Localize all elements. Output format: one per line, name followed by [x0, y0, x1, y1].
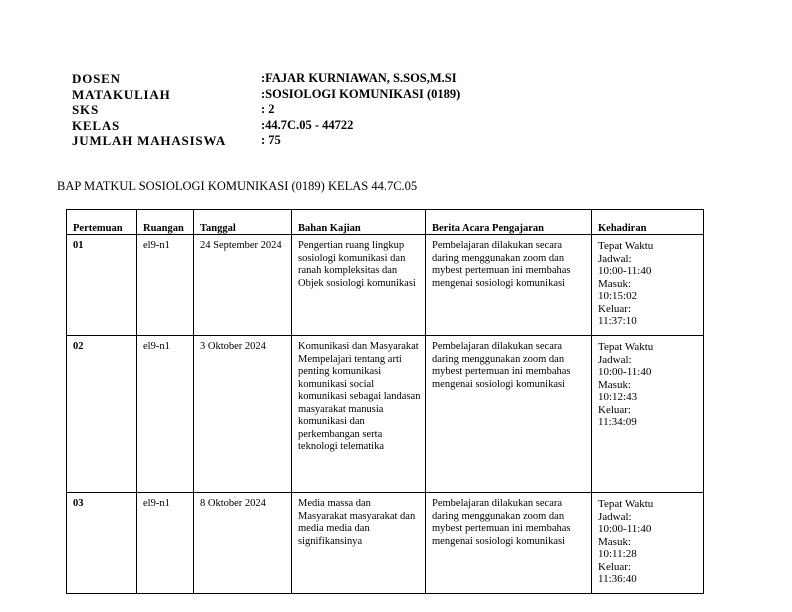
cell-berita-acara: Pembelajaran dilakukan secara daring menggunakan zoom dan mybest pertemuan ini membahas mengenai sosiologi komunikasi: [426, 336, 592, 493]
attendance-out-label: Keluar:: [598, 403, 631, 416]
table-header-row: [67, 210, 704, 235]
table-row: [67, 493, 704, 594]
header-label-matakuliah: MATAKULIAH: [72, 86, 171, 102]
column-header-berita-acara: Berita Acara Pengajaran: [426, 210, 592, 235]
cell-berita-acara: Pembelajaran dilakukan secara daring menggunakan zoom dan mybest pertemuan ini membahas mengenai sosiologi komunikasi: [426, 493, 592, 594]
cell-kehadiran: [592, 336, 704, 493]
attendance-in-time: 10:15:02: [598, 290, 638, 302]
cell-kehadiran: [592, 235, 704, 336]
cell-kehadiran: [592, 493, 704, 594]
bap-table: [66, 209, 704, 594]
attendance-out-time: 11:34:09: [598, 416, 637, 428]
column-header-bahan-kajian: Bahan Kajian: [292, 210, 426, 235]
cell-ruangan: el9-n1: [137, 493, 194, 594]
attendance-status: Tepat Waktu: [598, 341, 654, 353]
header-value-kelas: :44.7C.05 - 44722: [261, 117, 354, 132]
attendance-in-label: Masuk:: [598, 277, 631, 290]
cell-ruangan: el9-n1: [137, 235, 194, 336]
header-label-jumlah-mahasiswa: JUMLAH MAHASISWA: [72, 133, 227, 148]
attendance-in-time: 10:12:43: [598, 391, 638, 403]
attendance-schedule-time: 10:00-11:40: [598, 366, 652, 378]
cell-ruangan: el9-n1: [137, 336, 194, 493]
attendance-schedule-label: Jadwal:: [598, 510, 632, 523]
attendance-out-label: Keluar:: [598, 302, 631, 315]
cell-pertemuan: 01: [67, 235, 137, 336]
attendance-schedule-time: 10:00-11:40: [598, 523, 652, 535]
header-value-jumlah-mahasiswa: : 75: [261, 133, 281, 147]
attendance-schedule-label: Jadwal:: [598, 353, 632, 366]
cell-bahan-kajian: Media massa dan Masyarakat masyarakat dan media media dan signifikansinya: [292, 493, 426, 594]
attendance-in-label: Masuk:: [598, 535, 631, 548]
attendance-out-label: Keluar:: [598, 560, 631, 573]
attendance-schedule-time: 10:00-11:40: [598, 265, 652, 277]
attendance-out-time: 11:36:40: [598, 573, 637, 585]
attendance-schedule-label: Jadwal:: [598, 252, 632, 265]
header-label-dosen: DOSEN: [72, 71, 121, 86]
header-value-dosen: :FAJAR KURNIAWAN, S.SOS,M.SI: [261, 71, 457, 85]
cell-bahan-kajian: Pengertian ruang lingkup sosiologi komunikasi dan ranah kompleksitas dan Objek sosiologi komunikasi: [292, 235, 426, 336]
cell-tanggal: 3 Oktober 2024: [194, 336, 292, 493]
table-row: [67, 235, 704, 336]
header-label-sks: SKS: [72, 102, 99, 117]
cell-pertemuan: 02: [67, 336, 137, 493]
table-row: [67, 336, 704, 493]
header-value-sks: : 2: [261, 102, 275, 116]
attendance-status: Tepat Waktu: [598, 498, 654, 510]
document-title: BAP MATKUL SOSIOLOGI KOMUNIKASI (0189) KELAS 44.7C.05: [57, 179, 418, 193]
attendance-out-time: 11:37:10: [598, 315, 637, 327]
header-label-kelas: KELAS: [72, 117, 121, 133]
cell-berita-acara: Pembelajaran dilakukan secara daring menggunakan zoom dan mybest pertemuan ini membahas mengenai sosiologi komunikasi: [426, 235, 592, 336]
header-value-matakuliah: :SOSIOLOGI KOMUNIKASI (0189): [261, 86, 461, 101]
column-header-kehadiran: Kehadiran: [592, 210, 704, 235]
column-header-pertemuan: Pertemuan: [67, 210, 137, 235]
attendance-in-time: 10:11:28: [598, 548, 637, 560]
attendance-in-label: Masuk:: [598, 378, 631, 391]
attendance-status: Tepat Waktu: [598, 240, 654, 252]
cell-tanggal: 24 September 2024: [194, 235, 292, 336]
column-header-ruangan: Ruangan: [137, 210, 194, 235]
cell-bahan-kajian: Komunikasi dan Masyarakat Mempelajari tentang arti penting komunikasi komunikasi social komunikasi sebagai landasan masyarakat manusia komunikasi dan perkembangan serta teknologi telematika: [292, 336, 426, 493]
column-header-tanggal: Tanggal: [194, 210, 292, 235]
cell-tanggal: 8 Oktober 2024: [194, 493, 292, 594]
cell-pertemuan: 03: [67, 493, 137, 594]
